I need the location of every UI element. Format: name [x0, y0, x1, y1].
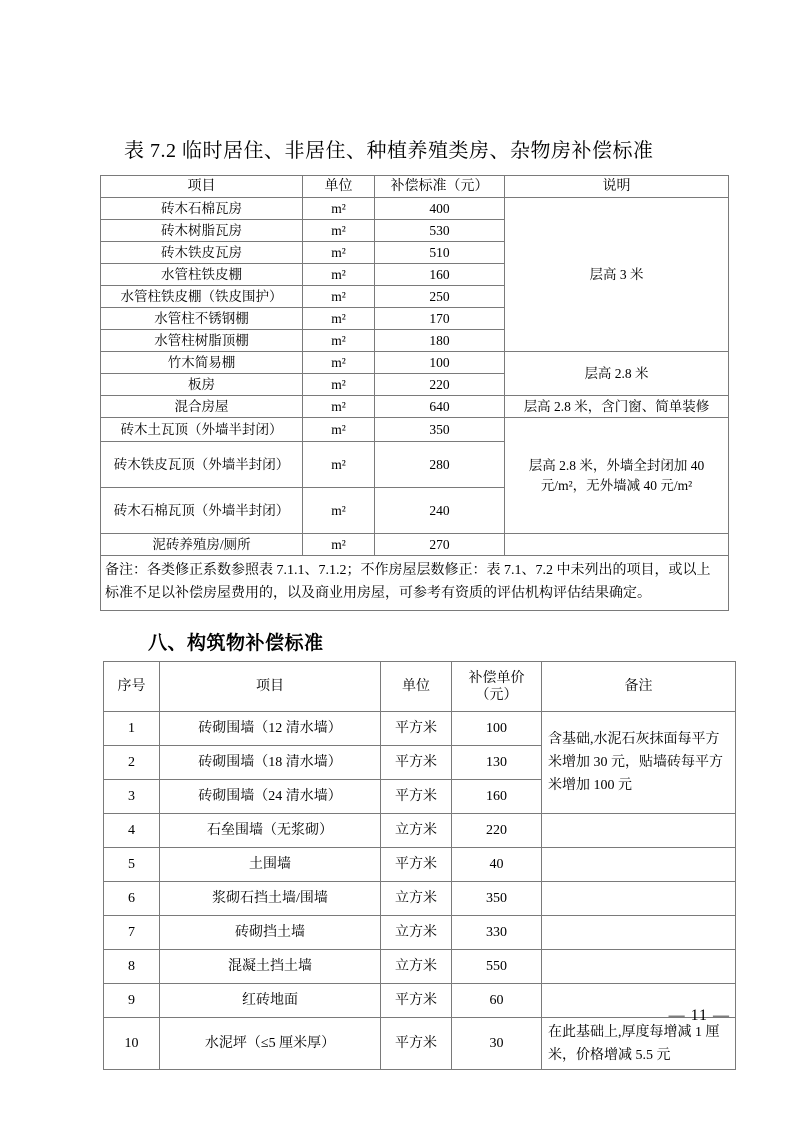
cell-unit: m²: [303, 488, 375, 534]
cell-price: 160: [375, 264, 505, 286]
column-header-price: 补偿标准（元）: [375, 176, 505, 198]
cell-price: 550: [452, 950, 542, 984]
cell-seq: 2: [104, 746, 160, 780]
cell-price: 60: [452, 984, 542, 1018]
cell-item: 混合房屋: [101, 396, 303, 418]
table-row: [104, 848, 736, 882]
cell-price: 240: [375, 488, 505, 534]
cell-item: 砖砌围墙（18 清水墙）: [160, 746, 381, 780]
cell-item: 竹木简易棚: [101, 352, 303, 374]
cell-remark-empty: [542, 950, 736, 984]
cell-unit: 平方米: [381, 746, 452, 780]
column-header-item: 项目: [160, 662, 381, 712]
cell-unit: m²: [303, 352, 375, 374]
column-header-note: 说明: [505, 176, 729, 198]
cell-unit: 平方米: [381, 712, 452, 746]
cell-unit: m²: [303, 308, 375, 330]
table-header-row: [104, 662, 736, 712]
cell-price: 100: [375, 352, 505, 374]
cell-seq: 8: [104, 950, 160, 984]
cell-unit: m²: [303, 374, 375, 396]
cell-remark-empty: [542, 916, 736, 950]
cell-item: 水管柱不锈钢棚: [101, 308, 303, 330]
cell-unit: 平方米: [381, 780, 452, 814]
cell-seq: 5: [104, 848, 160, 882]
cell-note-mixed: 层高 2.8 米，含门窗、简单装修: [505, 396, 729, 418]
cell-item: 土围墙: [160, 848, 381, 882]
cell-item: 砖木石棉瓦房: [101, 198, 303, 220]
cell-note-empty: [505, 534, 729, 556]
cell-price: 350: [375, 418, 505, 442]
table-row: [104, 1018, 736, 1070]
cell-unit: m²: [303, 286, 375, 308]
cell-seq: 7: [104, 916, 160, 950]
table-row: [104, 882, 736, 916]
cell-price: 180: [375, 330, 505, 352]
cell-item: 砖木铁皮瓦顶（外墙半封闭）: [101, 442, 303, 488]
cell-item: 水管柱铁皮棚: [101, 264, 303, 286]
cell-item: 砖砌围墙（12 清水墙）: [160, 712, 381, 746]
table-footnote: 备注：各类修正系数参照表 7.1.1、7.1.2；不作房屋层数修正：表 7.1、7.2 中未列出的项目，或以上标准不足以补偿房屋费用的，以及商业用房屋，可参考有资质的评估机构评估结果确定。: [101, 556, 729, 611]
table-row: [104, 712, 736, 746]
table-row: [101, 352, 729, 374]
cell-item: 混凝土挡土墙: [160, 950, 381, 984]
cell-price: 220: [452, 814, 542, 848]
column-header-seq: 序号: [104, 662, 160, 712]
cell-price: 170: [375, 308, 505, 330]
cell-unit: 立方米: [381, 882, 452, 916]
column-header-unit: 单位: [381, 662, 452, 712]
cell-item: 砖砌围墙（24 清水墙）: [160, 780, 381, 814]
cell-item: 砖木铁皮瓦房: [101, 242, 303, 264]
cell-item: 砖木土瓦顶（外墙半封闭）: [101, 418, 303, 442]
cell-unit: m²: [303, 220, 375, 242]
cell-price: 400: [375, 198, 505, 220]
cell-price: 250: [375, 286, 505, 308]
cell-item: 红砖地面: [160, 984, 381, 1018]
cell-remark-empty: [542, 814, 736, 848]
cell-unit: 平方米: [381, 1018, 452, 1070]
cell-price: 100: [452, 712, 542, 746]
cell-item: 石垒围墙（无浆砌）: [160, 814, 381, 848]
cell-unit: 平方米: [381, 984, 452, 1018]
cell-remark-brick-wall: 含基础,水泥石灰抹面每平方米增加 30 元，贴墙砖每平方米增加 100 元: [542, 712, 736, 814]
cell-seq: 3: [104, 780, 160, 814]
table-7-2-title: 表 7.2 临时居住、非居住、种植养殖类房、杂物房补偿标准: [124, 140, 654, 162]
cell-item: 泥砖养殖房/厕所: [101, 534, 303, 556]
cell-note-semi-enclosed: 层高 2.8 米，外墙全封闭加 40 元/m²，无外墙减 40 元/m²: [505, 418, 729, 534]
cell-item: 砖木树脂瓦房: [101, 220, 303, 242]
table-row: [104, 916, 736, 950]
cell-unit: m²: [303, 418, 375, 442]
cell-unit: 立方米: [381, 916, 452, 950]
table-footnote-row: [101, 556, 729, 611]
cell-item: 板房: [101, 374, 303, 396]
cell-price: 530: [375, 220, 505, 242]
cell-seq: 1: [104, 712, 160, 746]
cell-item: 浆砌石挡土墙/围墙: [160, 882, 381, 916]
section-heading-structures: 八、构筑物补偿标准: [148, 633, 324, 654]
column-header-item: 项目: [101, 176, 303, 198]
cell-price: 40: [452, 848, 542, 882]
cell-unit: m²: [303, 242, 375, 264]
cell-note-height-2-8m: 层高 2.8 米: [505, 352, 729, 396]
cell-price: 270: [375, 534, 505, 556]
cell-unit: m²: [303, 396, 375, 418]
cell-seq: 9: [104, 984, 160, 1018]
cell-note-height-3m: 层高 3 米: [505, 198, 729, 352]
column-header-unit: 单位: [303, 176, 375, 198]
cell-item: 水管柱树脂顶棚: [101, 330, 303, 352]
cell-unit: m²: [303, 198, 375, 220]
table-row: [104, 950, 736, 984]
cell-item: 水泥坪（≤5 厘米厚）: [160, 1018, 381, 1070]
table-row: [101, 418, 729, 442]
cell-remark-cement-floor: 在此基础上,厚度每增减 1 厘米，价格增减 5.5 元: [542, 1018, 736, 1070]
cell-seq: 10: [104, 1018, 160, 1070]
cell-unit: 平方米: [381, 848, 452, 882]
table-row: [101, 198, 729, 220]
cell-remark-empty: [542, 882, 736, 916]
cell-remark-empty: [542, 848, 736, 882]
page-number: — 11 —: [668, 1007, 730, 1024]
table-row: [101, 534, 729, 556]
cell-price: 30: [452, 1018, 542, 1070]
cell-seq: 4: [104, 814, 160, 848]
cell-price: 640: [375, 396, 505, 418]
table-row: [101, 396, 729, 418]
column-header-price: 补偿单价（元）: [452, 662, 542, 712]
cell-unit: m²: [303, 442, 375, 488]
cell-item: 水管柱铁皮棚（铁皮围护）: [101, 286, 303, 308]
cell-price: 160: [452, 780, 542, 814]
column-header-remark: 备注: [542, 662, 736, 712]
table-7-2: [100, 175, 729, 611]
cell-price: 130: [452, 746, 542, 780]
cell-unit: m²: [303, 264, 375, 286]
cell-price: 280: [375, 442, 505, 488]
cell-price: 350: [452, 882, 542, 916]
table-row: [104, 814, 736, 848]
cell-item: 砖木石棉瓦顶（外墙半封闭）: [101, 488, 303, 534]
cell-price: 330: [452, 916, 542, 950]
cell-item: 砖砌挡土墙: [160, 916, 381, 950]
cell-unit: 立方米: [381, 950, 452, 984]
cell-price: 220: [375, 374, 505, 396]
cell-unit: m²: [303, 330, 375, 352]
cell-seq: 6: [104, 882, 160, 916]
cell-unit: m²: [303, 534, 375, 556]
table-header-row: [101, 176, 729, 198]
cell-price: 510: [375, 242, 505, 264]
cell-unit: 立方米: [381, 814, 452, 848]
